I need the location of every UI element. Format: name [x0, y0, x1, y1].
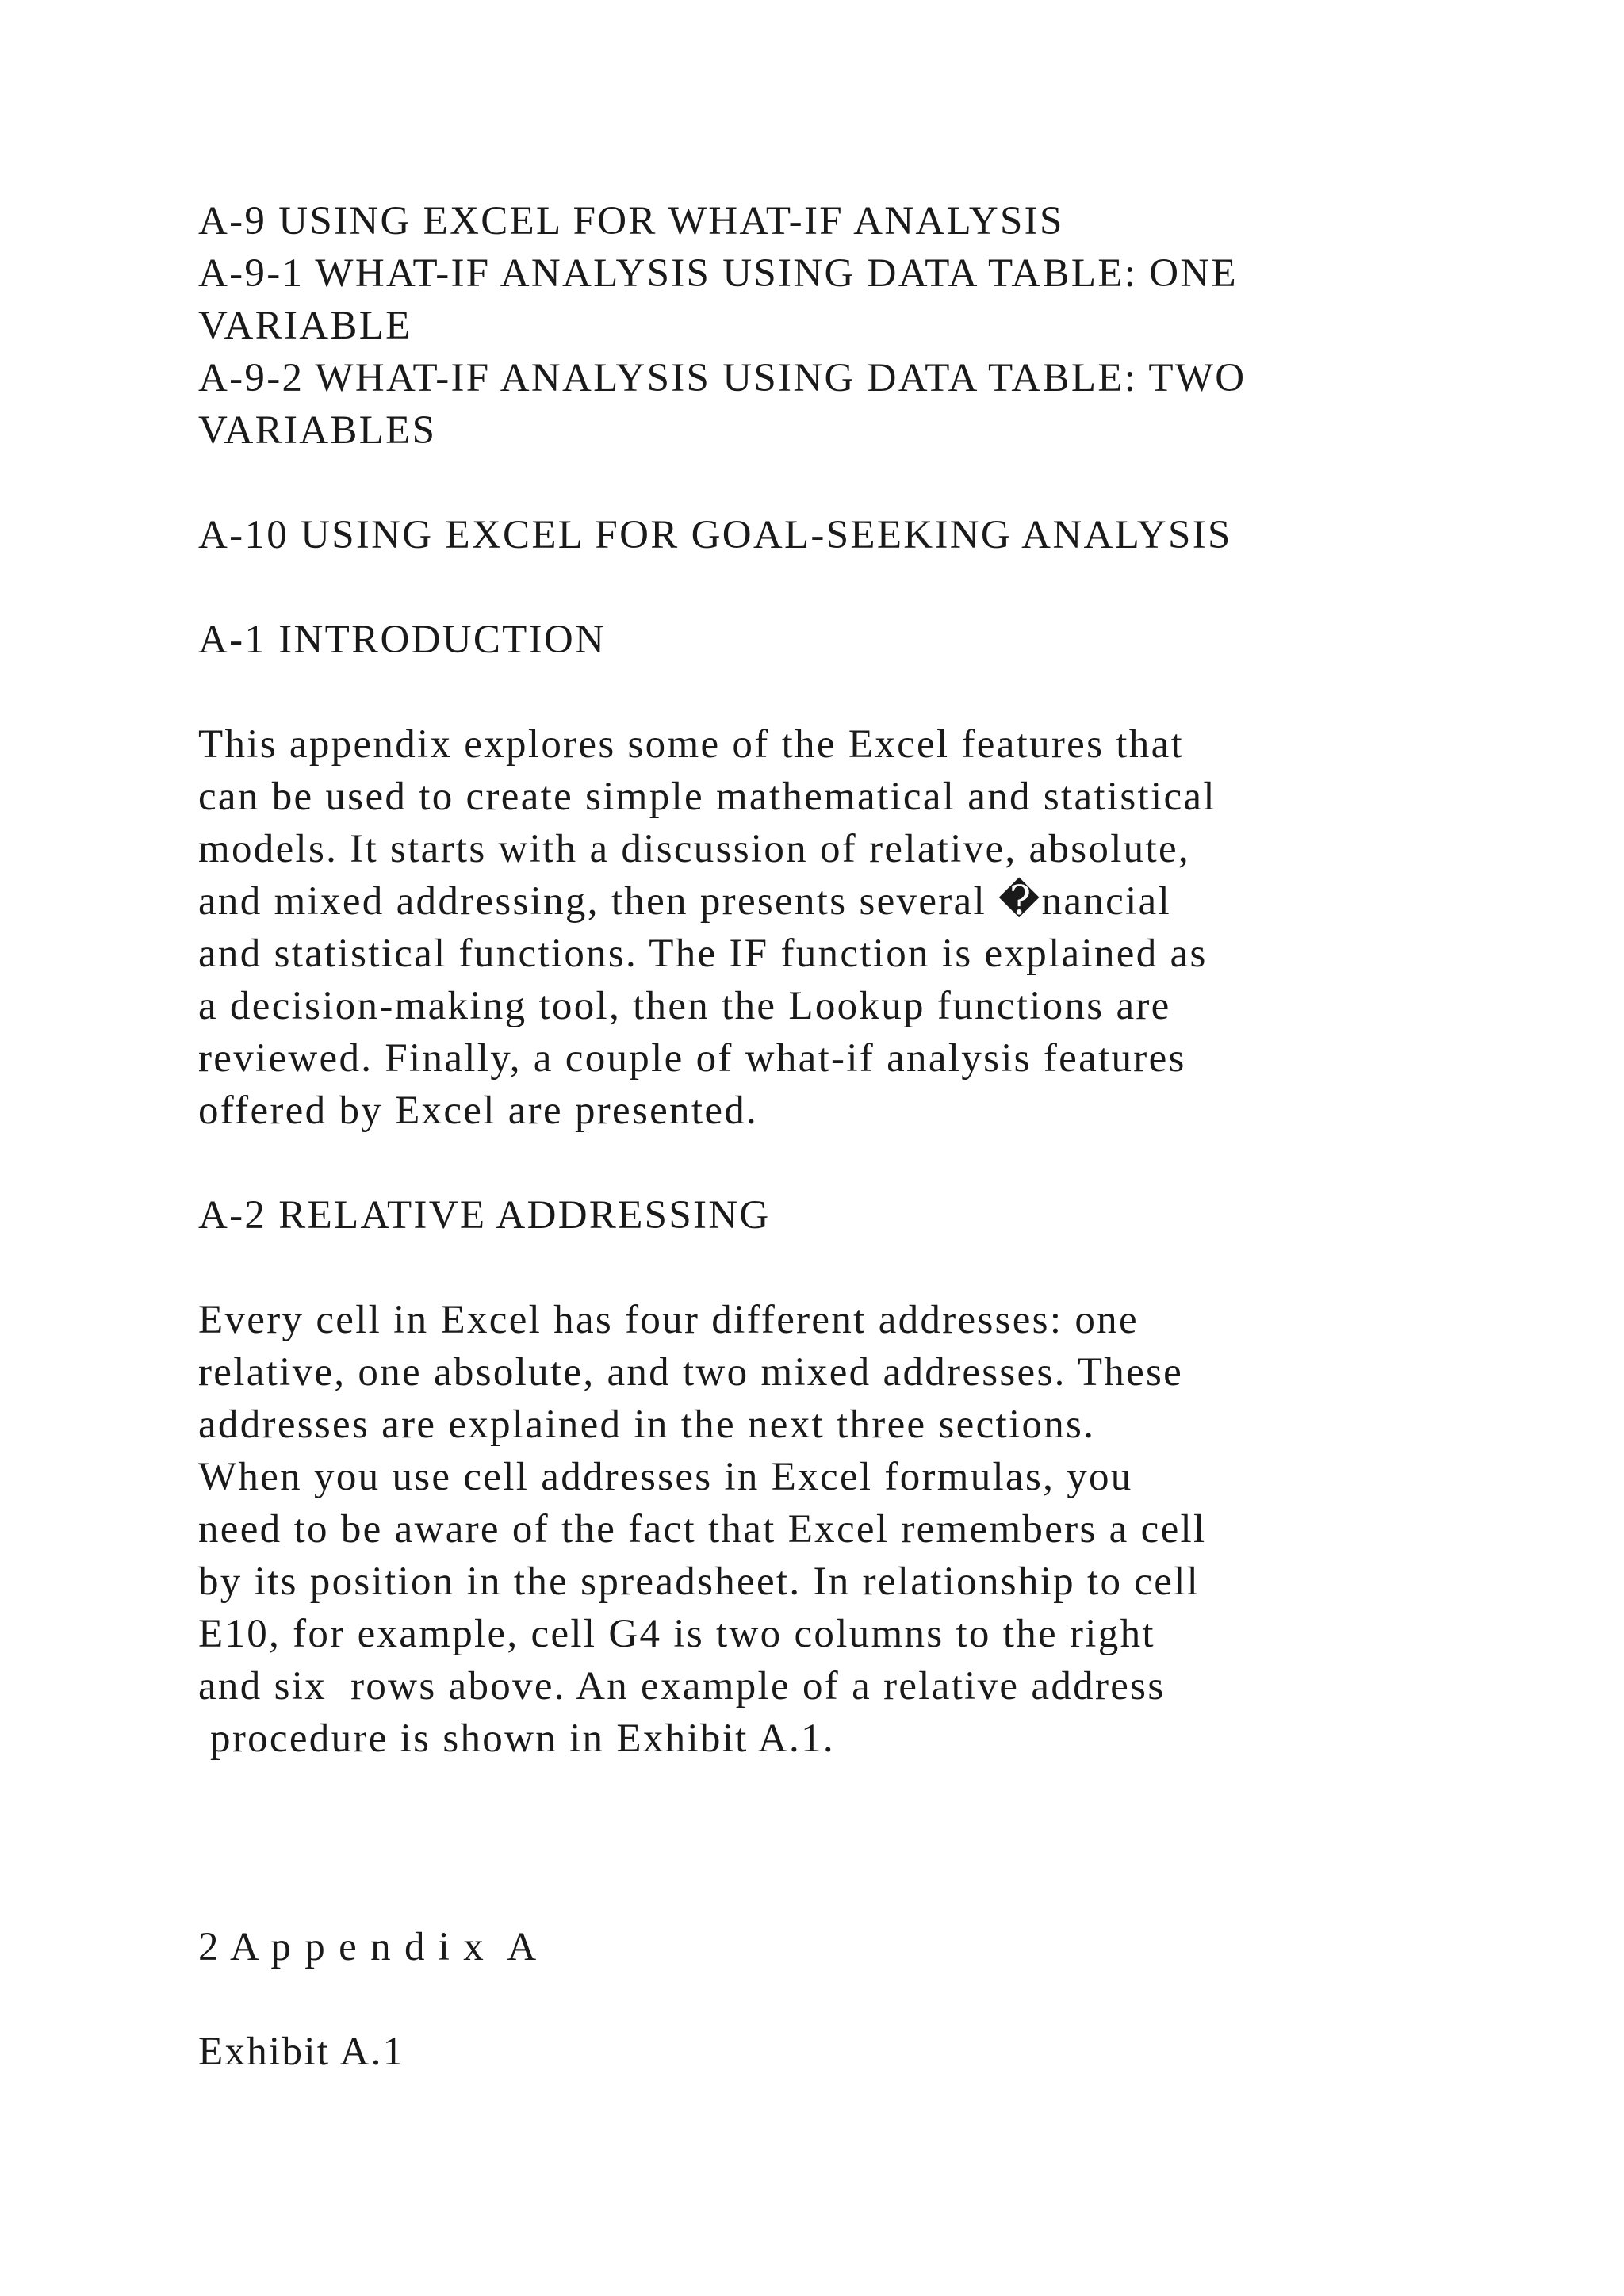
toc-line: VARIABLE [198, 304, 412, 348]
intro-paragraph-line: and statistical functions. The IF function is explained as [198, 932, 1208, 976]
intro-paragraph-line: This appendix explores some of the Excel features that [198, 722, 1184, 767]
relative-paragraph-line: need to be aware of the fact that Excel remembers a cell [198, 1507, 1207, 1552]
intro-paragraph-line: offered by Excel are presented. [198, 1089, 759, 1133]
relative-paragraph-line: When you use cell addresses in Excel formulas, you [198, 1455, 1133, 1499]
toc-line: A-9-2 WHAT-IF ANALYSIS USING DATA TABLE: TWO [198, 356, 1247, 400]
toc-line-a10: A-10 USING EXCEL FOR GOAL-SEEKING ANALYSIS [198, 513, 1232, 557]
section-heading-introduction: A-1 INTRODUCTION [198, 618, 607, 662]
toc-line: A-9 USING EXCEL FOR WHAT-IF ANALYSIS [198, 199, 1064, 243]
relative-paragraph-line: Every cell in Excel has four different addresses: one [198, 1298, 1139, 1342]
exhibit-caption: Exhibit A.1 [198, 2030, 405, 2074]
section-heading-relative-addressing: A-2 RELATIVE ADDRESSING [198, 1193, 771, 1238]
intro-paragraph-line: reviewed. Finally, a couple of what-if analysis features [198, 1036, 1186, 1081]
toc-line: VARIABLES [198, 408, 437, 453]
relative-paragraph-line: E10, for example, cell G4 is two columns to the right [198, 1612, 1155, 1656]
relative-paragraph-line: addresses are explained in the next three sections. [198, 1402, 1096, 1447]
intro-paragraph-line: and mixed addressing, then presents several �nancial [198, 879, 1171, 924]
page-number-header: 2 A p p e n d i x A [198, 1925, 538, 1969]
intro-paragraph-line: can be used to create simple mathematical and statistical [198, 775, 1216, 819]
relative-paragraph-line: procedure is shown in Exhibit A.1. [198, 1716, 835, 1761]
relative-paragraph-line: by its position in the spreadsheet. In relationship to cell [198, 1559, 1201, 1604]
intro-paragraph-line: models. It starts with a discussion of relative, absolute, [198, 827, 1190, 871]
relative-paragraph-line: and six rows above. An example of a relative address [198, 1664, 1166, 1709]
relative-paragraph-line: relative, one absolute, and two mixed addresses. These [198, 1350, 1184, 1395]
intro-paragraph-line: a decision-making tool, then the Lookup functions are [198, 984, 1171, 1028]
toc-line: A-9-1 WHAT-IF ANALYSIS USING DATA TABLE: ONE [198, 251, 1239, 296]
